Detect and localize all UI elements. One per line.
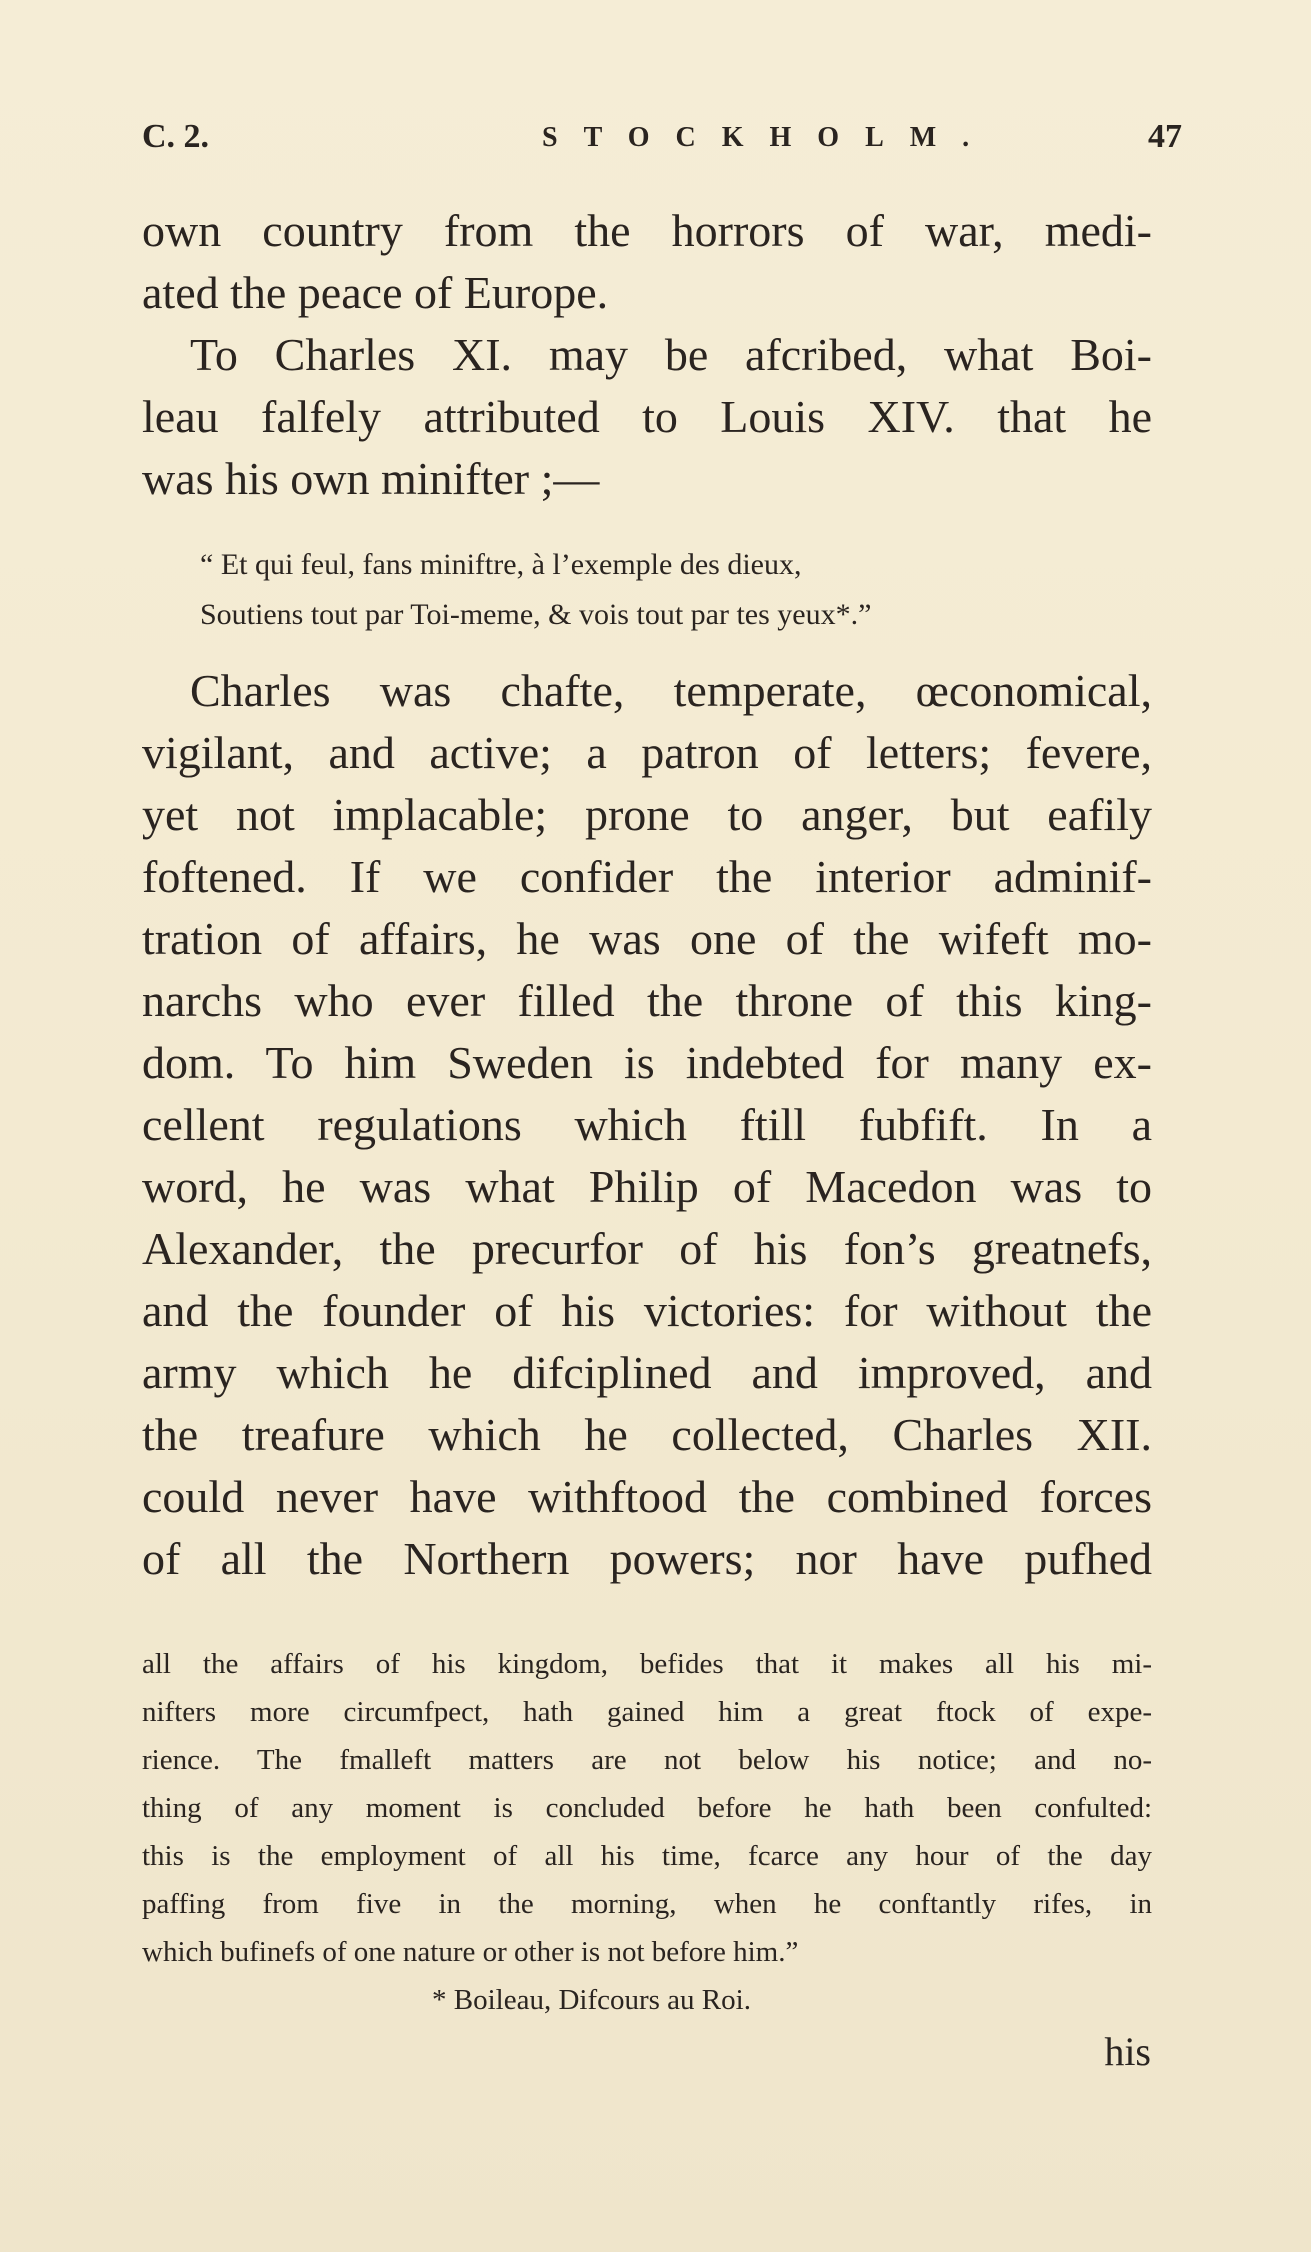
footnote-line: thing of any moment is concluded before he hath been confulted: — [142, 1792, 1152, 1824]
footnote-line: rience. The fmalleft matters are not below his notice; and no- — [142, 1744, 1152, 1776]
text-line: leau falfely attributed to Louis XIV. that he — [142, 391, 1152, 442]
text-line: of all the Northern powers; nor have pufhed — [142, 1533, 1152, 1584]
footnote-block — [142, 1640, 1152, 2024]
catchword: his — [1104, 2029, 1151, 2074]
footnote-reference: * Boileau, Difcours au Roi. — [432, 1984, 751, 2016]
text-line: yet not implacable; prone to anger, but eafily — [142, 789, 1152, 840]
text-line: vigilant, and active; a patron of letters; fevere, — [142, 727, 1152, 778]
footnote-line: all the affairs of his kingdom, befides that it makes all his mi- — [142, 1648, 1152, 1680]
text-line: word, he was what Philip of Macedon was to — [142, 1161, 1152, 1212]
quote-line: “ Et qui feul, fans miniftre, à l’exemple des dieux, — [200, 548, 802, 581]
footnote-line: this is the employment of all his time, fcarce any hour of the day — [142, 1840, 1152, 1872]
footnote-line: which bufinefs of one nature or other is not before him.” — [142, 1936, 799, 1968]
page-number: 47 — [1148, 118, 1182, 155]
footnote-line: paffing from five in the morning, when he conftantly rifes, in — [142, 1888, 1152, 1920]
running-title: STOCKHOLM. — [542, 122, 996, 153]
text-line: was his own minifter ;— — [142, 453, 600, 504]
text-line: and the founder of his victories: for without the — [142, 1285, 1152, 1336]
quote-line: Soutiens tout par Toi-meme, & vois tout par tes yeux*.” — [200, 598, 872, 631]
body-text-main — [142, 660, 1152, 1590]
text-line: cellent regulations which ftill fubfift. In a — [142, 1099, 1152, 1150]
text-line: the treafure which he collected, Charles XII. — [142, 1409, 1152, 1460]
text-line: dom. To him Sweden is indebted for many ex- — [142, 1037, 1152, 1088]
body-text-top — [142, 200, 1152, 510]
text-line: To Charles XI. may be afcribed, what Boi- — [190, 329, 1152, 380]
verse-quote — [200, 540, 1100, 640]
running-header — [142, 118, 1182, 168]
text-line: own country from the horrors of war, medi- — [142, 205, 1152, 256]
text-line: could never have withftood the combined forces — [142, 1471, 1152, 1522]
text-line: ated the peace of Europe. — [142, 267, 609, 318]
chapter-marker: C. 2. — [142, 118, 210, 155]
text-line: army which he difciplined and improved, and — [142, 1347, 1152, 1398]
text-line: narchs who ever filled the throne of this king- — [142, 975, 1152, 1026]
text-line: foftened. If we confider the interior adminif- — [142, 851, 1152, 902]
text-line: tration of affairs, he was one of the wifeft mo- — [142, 913, 1152, 964]
text-line: Charles was chafte, temperate, œconomical, — [190, 665, 1152, 716]
text-line: Alexander, the precurfor of his fon’s greatnefs, — [142, 1223, 1152, 1274]
footnote-line: nifters more circumfpect, hath gained him a great ftock of expe- — [142, 1696, 1152, 1728]
